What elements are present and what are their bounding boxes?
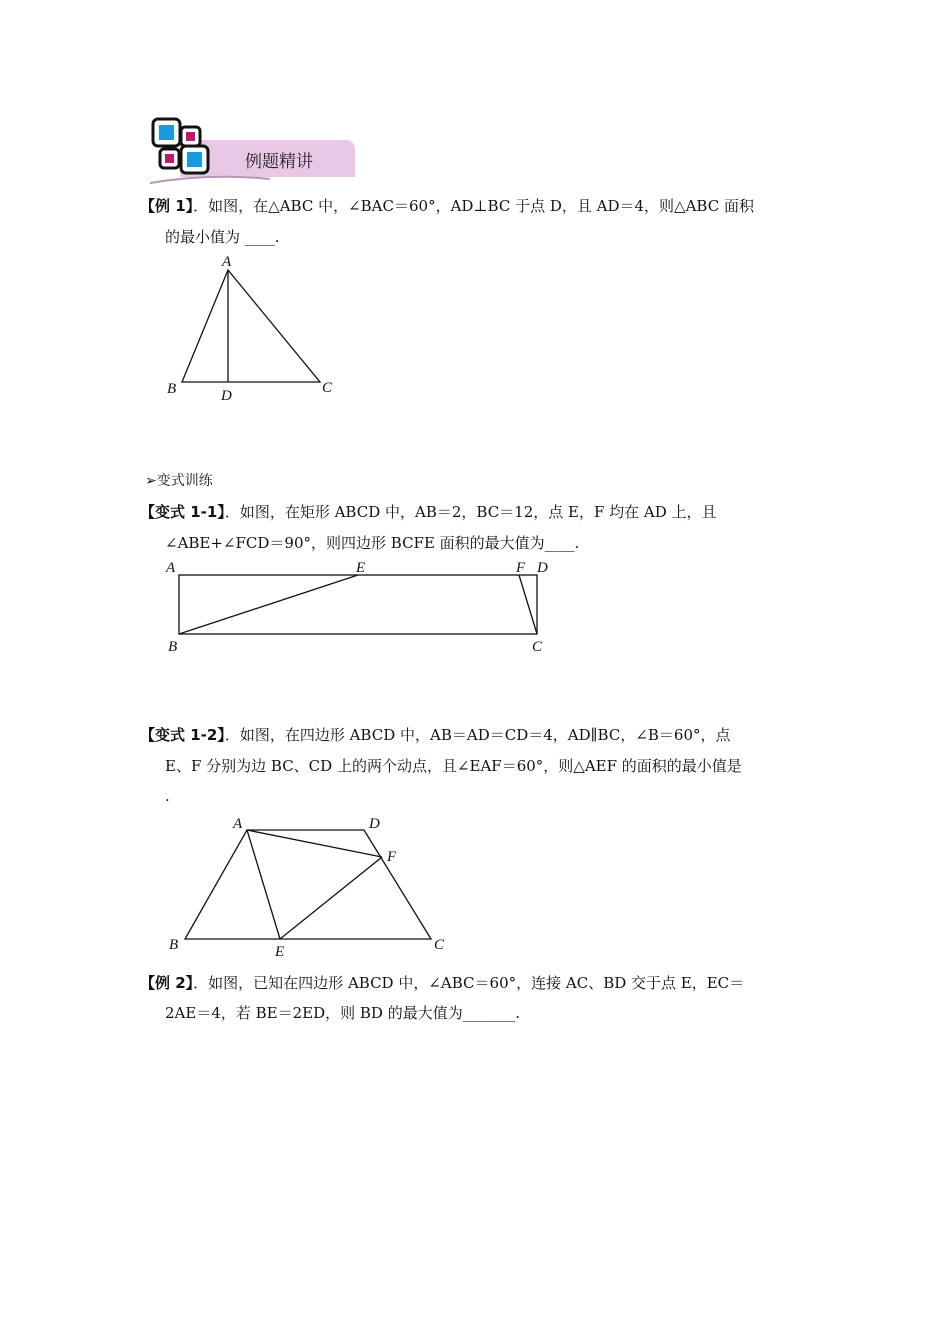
label-C: C: [322, 380, 333, 396]
label-E: E: [275, 944, 285, 960]
label-B: B: [169, 937, 179, 953]
ex2-text1: ．如图，已知在四边形 ABCD 中，∠ABC＝60°，连接 AC、BD 交于点 E，EC＝: [193, 974, 745, 992]
ex1-figure: [160, 250, 350, 405]
ex2-line2: 2AE＝4，若 BE＝2ED，则 BD 的最大值为_______.: [165, 1004, 520, 1022]
label-C: C: [434, 937, 445, 953]
var12-line1: [140, 725, 731, 745]
banner-title: 例题精讲: [245, 152, 313, 172]
ex2-line1: [140, 973, 744, 993]
label-A: A: [166, 560, 176, 576]
ex2-label: 【例 2】: [140, 974, 194, 992]
ex1-text1: ．如图，在△ABC 中，∠BAC＝60°，AD⊥BC 于点 D，且 AD＝4，则△ABC 面积: [193, 197, 754, 215]
var12-text1: ．如图，在四边形 ABCD 中，AB＝AD＝CD＝4，AD∥BC，∠B＝60°，点: [224, 726, 731, 744]
label-A: A: [233, 816, 243, 832]
var11-text1: ．如图，在矩形 ABCD 中，AB＝2，BC＝12，点 E，F 均在 AD 上，且: [224, 503, 717, 521]
var12-line3: .: [165, 787, 170, 805]
label-D: D: [537, 560, 548, 576]
label-B: B: [168, 639, 178, 655]
var11-label: 【变式 1-1】: [140, 503, 225, 521]
bullet-icon: ➢: [145, 473, 157, 489]
var12-label: 【变式 1-2】: [140, 726, 225, 744]
section-banner: [150, 115, 360, 190]
section-title: 变式训练: [156, 473, 213, 489]
label-B: B: [167, 381, 177, 397]
var11-line2: ∠ABE+∠FCD＝90°，则四边形 BCFE 面积的最大值为____.: [165, 534, 580, 552]
label-C: C: [532, 639, 543, 655]
var12-figure: [160, 810, 460, 965]
label-E: E: [356, 560, 366, 576]
label-F: F: [516, 560, 526, 576]
label-D: D: [369, 816, 380, 832]
ex1-label: 【例 1】: [140, 197, 194, 215]
label-D: D: [221, 388, 232, 404]
var11-line1: [140, 502, 717, 522]
label-F: F: [387, 849, 397, 865]
var11-figure: [160, 555, 560, 660]
section-heading: [145, 471, 213, 491]
label-A: A: [222, 254, 232, 270]
ex1-line1: [140, 196, 754, 216]
var12-line2: E、F 分别为边 BC、CD 上的两个动点，且∠EAF＝60°，则△AEF 的面积的最小值是: [165, 757, 742, 775]
ex1-line2: 的最小值为 ____.: [165, 228, 280, 246]
